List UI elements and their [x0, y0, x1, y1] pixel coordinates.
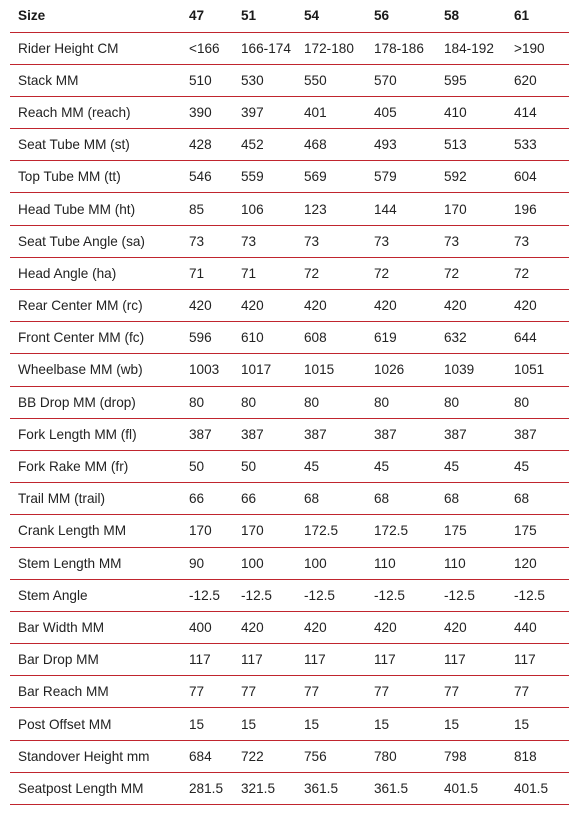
table-body	[10, 32, 569, 805]
table-cell: 420	[506, 290, 569, 322]
header-size-54: 54	[296, 0, 366, 32]
table-cell: 45	[436, 450, 506, 482]
row-label: Wheelbase MM (wb)	[10, 354, 181, 386]
row-label: Front Center MM (fc)	[10, 322, 181, 354]
row-label: Reach MM (reach)	[10, 96, 181, 128]
table-cell: 513	[436, 129, 506, 161]
table-row	[10, 708, 569, 740]
table-cell: 68	[506, 483, 569, 515]
table-cell: 401.5	[506, 772, 569, 804]
table-row	[10, 64, 569, 96]
table-cell: 66	[181, 483, 233, 515]
table-cell: 73	[366, 225, 436, 257]
table-cell: 72	[506, 257, 569, 289]
table-cell: 361.5	[366, 772, 436, 804]
table-row	[10, 290, 569, 322]
header-size-47: 47	[181, 0, 233, 32]
table-cell: 756	[296, 740, 366, 772]
table-cell: 77	[506, 676, 569, 708]
table-cell: 570	[366, 64, 436, 96]
header-size-58: 58	[436, 0, 506, 32]
table-cell: 166-174	[233, 32, 296, 64]
table-cell: 1017	[233, 354, 296, 386]
table-row	[10, 515, 569, 547]
table-cell: 420	[296, 611, 366, 643]
table-cell: 420	[181, 290, 233, 322]
table-cell: 596	[181, 322, 233, 354]
table-cell: 397	[233, 96, 296, 128]
table-cell: 1026	[366, 354, 436, 386]
table-cell: -12.5	[233, 579, 296, 611]
table-row	[10, 676, 569, 708]
table-cell: -12.5	[366, 579, 436, 611]
table-cell: 420	[436, 290, 506, 322]
table-cell: 569	[296, 161, 366, 193]
table-cell: 144	[366, 193, 436, 225]
table-cell: 387	[366, 418, 436, 450]
table-cell: 196	[506, 193, 569, 225]
table-cell: 428	[181, 129, 233, 161]
table-cell: 420	[366, 290, 436, 322]
row-label: Seat Tube MM (st)	[10, 129, 181, 161]
header-size-56: 56	[366, 0, 436, 32]
table-cell: 400	[181, 611, 233, 643]
table-cell: 68	[296, 483, 366, 515]
table-row	[10, 450, 569, 482]
table-cell: 80	[181, 386, 233, 418]
table-cell: 117	[366, 644, 436, 676]
table-cell: 468	[296, 129, 366, 161]
table-cell: 72	[296, 257, 366, 289]
table-cell: 71	[181, 257, 233, 289]
table-cell: 184-192	[436, 32, 506, 64]
table-cell: 73	[233, 225, 296, 257]
table-cell: 546	[181, 161, 233, 193]
table-cell: 172.5	[296, 515, 366, 547]
table-cell: 420	[233, 611, 296, 643]
table-cell: 390	[181, 96, 233, 128]
table-cell: 361.5	[296, 772, 366, 804]
table-cell: 15	[436, 708, 506, 740]
table-cell: 100	[233, 547, 296, 579]
table-cell: 110	[366, 547, 436, 579]
table-cell: 117	[436, 644, 506, 676]
row-label: Seat Tube Angle (sa)	[10, 225, 181, 257]
table-cell: 579	[366, 161, 436, 193]
table-cell: 818	[506, 740, 569, 772]
table-cell: 420	[436, 611, 506, 643]
table-row	[10, 225, 569, 257]
row-label: BB Drop MM (drop)	[10, 386, 181, 418]
table-cell: 85	[181, 193, 233, 225]
table-cell: 172.5	[366, 515, 436, 547]
table-cell: 72	[366, 257, 436, 289]
row-label: Head Tube MM (ht)	[10, 193, 181, 225]
table-cell: 620	[506, 64, 569, 96]
table-row	[10, 611, 569, 643]
table-cell: 401.5	[436, 772, 506, 804]
table-cell: 387	[506, 418, 569, 450]
table-row	[10, 161, 569, 193]
table-row	[10, 740, 569, 772]
table-row	[10, 129, 569, 161]
table-cell: 73	[296, 225, 366, 257]
table-cell: <166	[181, 32, 233, 64]
table-cell: 644	[506, 322, 569, 354]
table-row	[10, 96, 569, 128]
table-cell: 440	[506, 611, 569, 643]
table-cell: 73	[181, 225, 233, 257]
table-cell: 722	[233, 740, 296, 772]
table-cell: 414	[506, 96, 569, 128]
table-row	[10, 772, 569, 804]
table-row	[10, 418, 569, 450]
table-cell: 71	[233, 257, 296, 289]
header-size-61: 61	[506, 0, 569, 32]
table-cell: 15	[233, 708, 296, 740]
row-label: Crank Length MM	[10, 515, 181, 547]
table-cell: 1015	[296, 354, 366, 386]
table-cell: 1051	[506, 354, 569, 386]
table-cell: 530	[233, 64, 296, 96]
table-cell: 100	[296, 547, 366, 579]
table-cell: 80	[296, 386, 366, 418]
table-header	[10, 0, 569, 32]
table-cell: 619	[366, 322, 436, 354]
table-cell: 77	[436, 676, 506, 708]
table-cell: 533	[506, 129, 569, 161]
table-cell: 175	[506, 515, 569, 547]
table-cell: 387	[233, 418, 296, 450]
table-row	[10, 644, 569, 676]
table-cell: 15	[296, 708, 366, 740]
table-cell: 73	[436, 225, 506, 257]
row-label: Post Offset MM	[10, 708, 181, 740]
table-cell: 66	[233, 483, 296, 515]
table-cell: 610	[233, 322, 296, 354]
table-cell: 106	[233, 193, 296, 225]
table-cell: 493	[366, 129, 436, 161]
table-cell: 15	[181, 708, 233, 740]
table-cell: 632	[436, 322, 506, 354]
table-row	[10, 322, 569, 354]
table-cell: 123	[296, 193, 366, 225]
table-cell: 77	[233, 676, 296, 708]
table-cell: 604	[506, 161, 569, 193]
table-row	[10, 32, 569, 64]
row-label: Rear Center MM (rc)	[10, 290, 181, 322]
table-cell: 120	[506, 547, 569, 579]
row-label: Bar Width MM	[10, 611, 181, 643]
table-cell: 77	[181, 676, 233, 708]
table-cell: -12.5	[506, 579, 569, 611]
table-cell: 401	[296, 96, 366, 128]
table-cell: 592	[436, 161, 506, 193]
table-cell: 77	[366, 676, 436, 708]
row-label: Standover Height mm	[10, 740, 181, 772]
table-cell: 170	[233, 515, 296, 547]
table-cell: 798	[436, 740, 506, 772]
table-cell: 15	[506, 708, 569, 740]
table-cell: 117	[506, 644, 569, 676]
table-cell: 80	[436, 386, 506, 418]
table-cell: 420	[233, 290, 296, 322]
table-row	[10, 386, 569, 418]
table-cell: -12.5	[181, 579, 233, 611]
table-cell: 684	[181, 740, 233, 772]
table-cell: 1003	[181, 354, 233, 386]
table-cell: 73	[506, 225, 569, 257]
table-cell: 80	[233, 386, 296, 418]
table-cell: 595	[436, 64, 506, 96]
row-label: Seatpost Length MM	[10, 772, 181, 804]
table-cell: 175	[436, 515, 506, 547]
table-cell: 405	[366, 96, 436, 128]
table-cell: 178-186	[366, 32, 436, 64]
table-cell: 321.5	[233, 772, 296, 804]
table-cell: 1039	[436, 354, 506, 386]
table-cell: 50	[233, 450, 296, 482]
row-label: Top Tube MM (tt)	[10, 161, 181, 193]
table-cell: 15	[366, 708, 436, 740]
row-label: Head Angle (ha)	[10, 257, 181, 289]
table-cell: 80	[506, 386, 569, 418]
table-cell: 281.5	[181, 772, 233, 804]
table-cell: 780	[366, 740, 436, 772]
table-cell: 90	[181, 547, 233, 579]
geometry-table	[10, 0, 569, 805]
row-label: Trail MM (trail)	[10, 483, 181, 515]
table-cell: 387	[436, 418, 506, 450]
table-cell: 452	[233, 129, 296, 161]
table-cell: 608	[296, 322, 366, 354]
table-cell: 387	[181, 418, 233, 450]
row-label: Stem Length MM	[10, 547, 181, 579]
table-cell: 170	[436, 193, 506, 225]
table-cell: 510	[181, 64, 233, 96]
table-cell: -12.5	[436, 579, 506, 611]
table-row	[10, 193, 569, 225]
table-cell: 110	[436, 547, 506, 579]
table-cell: 172-180	[296, 32, 366, 64]
row-label: Rider Height CM	[10, 32, 181, 64]
table-cell: 550	[296, 64, 366, 96]
table-cell: 68	[436, 483, 506, 515]
row-label: Fork Length MM (fl)	[10, 418, 181, 450]
table-cell: 45	[506, 450, 569, 482]
table-row	[10, 483, 569, 515]
table-cell: 68	[366, 483, 436, 515]
table-cell: 117	[233, 644, 296, 676]
table-cell: 80	[366, 386, 436, 418]
row-label: Bar Reach MM	[10, 676, 181, 708]
table-cell: 387	[296, 418, 366, 450]
table-cell: 45	[296, 450, 366, 482]
row-label: Bar Drop MM	[10, 644, 181, 676]
table-row	[10, 579, 569, 611]
table-row	[10, 547, 569, 579]
table-cell: 170	[181, 515, 233, 547]
table-cell: 410	[436, 96, 506, 128]
table-cell: 45	[366, 450, 436, 482]
header-row	[10, 0, 569, 32]
table-cell: 559	[233, 161, 296, 193]
table-cell: >190	[506, 32, 569, 64]
row-label: Stem Angle	[10, 579, 181, 611]
table-cell: 117	[296, 644, 366, 676]
table-cell: 117	[181, 644, 233, 676]
table-cell: 77	[296, 676, 366, 708]
table-cell: -12.5	[296, 579, 366, 611]
header-size-label: Size	[10, 0, 181, 32]
row-label: Stack MM	[10, 64, 181, 96]
table-cell: 50	[181, 450, 233, 482]
header-size-51: 51	[233, 0, 296, 32]
table-cell: 420	[366, 611, 436, 643]
row-label: Fork Rake MM (fr)	[10, 450, 181, 482]
table-cell: 420	[296, 290, 366, 322]
table-row	[10, 257, 569, 289]
table-row	[10, 354, 569, 386]
table-cell: 72	[436, 257, 506, 289]
